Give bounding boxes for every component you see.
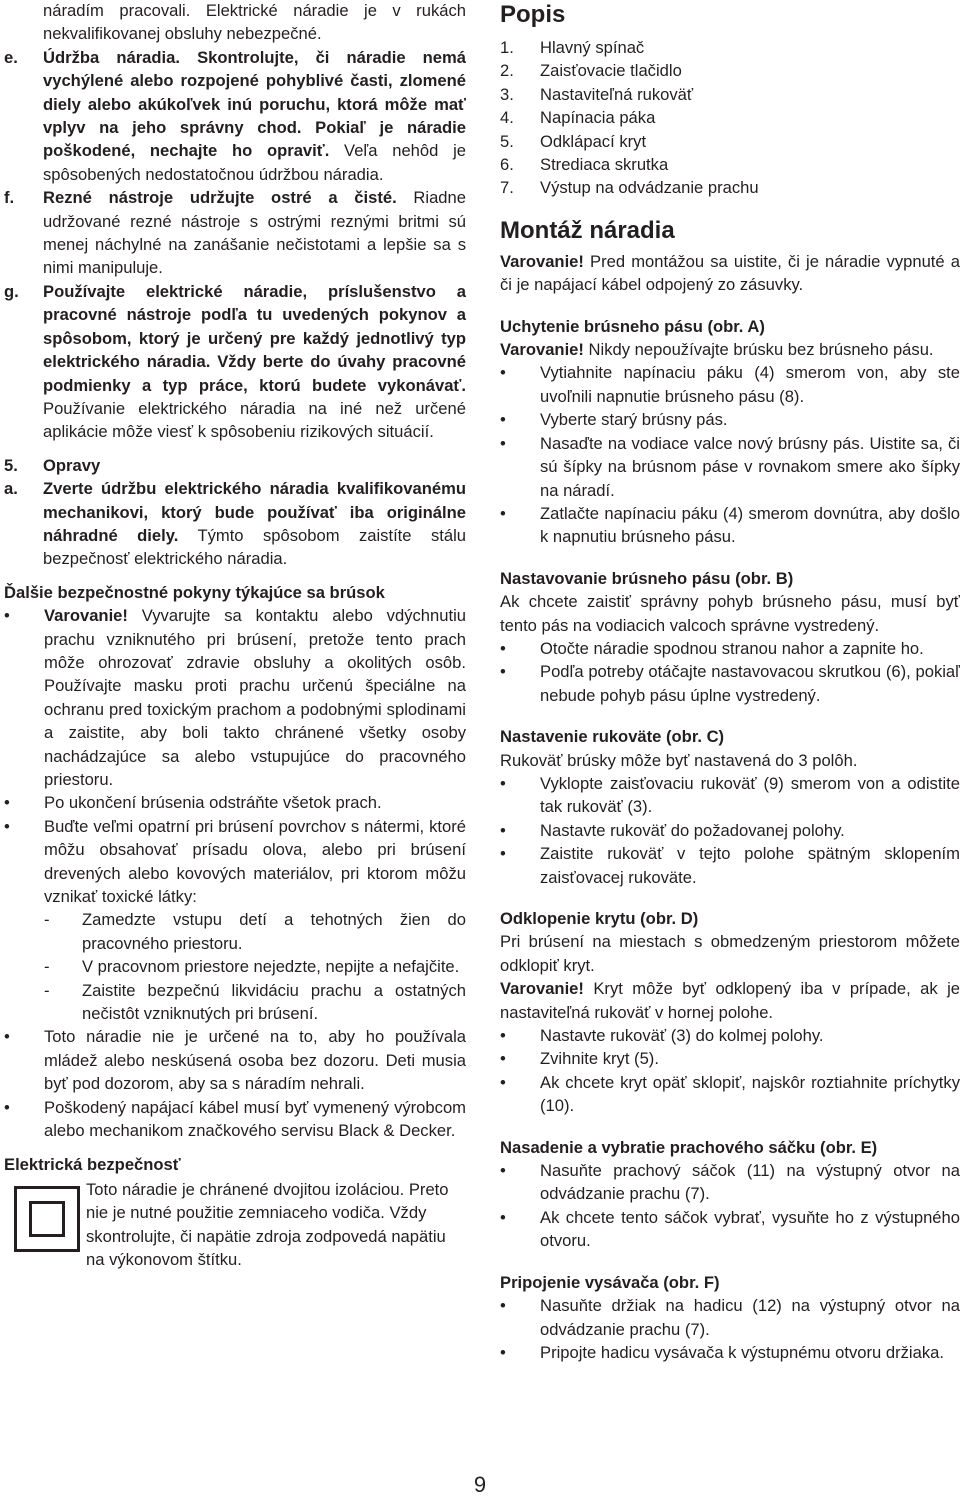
grinder-bullet-1: • Varovanie! Vyvarujte sa kontaktu alebo vdýchnutiu prachu vzniknutého pri brúsení, pretože tento prach môže ohrozovať zdravie obsluhy a okolitých osôb. Používajte masku proti prachu určenú špeciálne na ochranu pred toxickým prachom a podobnými splodinami a zaistite, aby boli takto chránené všetky osoby nachádzajúce sa alebo vstupujúce do pracovného priestoru.: [4, 606, 466, 789]
grinder-bullet-5: • Poškodený napájací kábel musí byť vymenený výrobcom alebo mechanikom značkového servisu Black & Decker.: [4, 1097, 466, 1141]
item-f: f. Rezné nástroje udržujte ostré a čisté. Riadne udržované rezné nástroje s ostrými reznými britmi sú menej náchylné na zanášanie nečistotami a lepšie sa s nimi manipuluje.: [4, 188, 466, 278]
item-a: a. Zverte údržbu elektrického náradia kvalifikovanému mechanikovi, ktorý bude používať iba originálne náhradné diely. Týmto spôsobom zaistíte stálu bezpečnosť elektrického náradia.: [4, 479, 466, 569]
section-bullet: • Ak chcete tento sáčok vybrať, vysuňte ho z výstupného otvoru.: [500, 1207, 960, 1251]
section-heading: Nastavenie rukoväte (obr. C): [500, 727, 725, 747]
electrical-safety-heading: Elektrická bezpečnosť: [4, 1154, 181, 1174]
grinder-bullet-2: • Po ukončení brúsenia odstráňte všetok prach.: [4, 793, 382, 813]
intro-text: náradím pracovali. Elektrické náradie je v rukách nekvalifikovanej obsluhy nebezpečné.: [43, 1, 466, 44]
description-item: 6. Strediaca skrutka: [500, 155, 669, 175]
double-insulation-icon: [4, 1178, 86, 1268]
section-attach-belt: [500, 297, 960, 549]
description-item: 3. Nastaviteľná rukoväť: [500, 84, 694, 104]
item-e: e. Údržba náradia. Skontrolujte, či náradie nemá vychýlené alebo rozpojené pohyblivé časti, zlomené diely alebo akúkoľvek inú poruchu, ktorá môže mať vplyv na jeho správny chod. Pokiaľ je náradie poškodené, nechajte ho opraviť. Veľa nehôd je spôsobených nedostatočnou údržbou náradia.: [4, 47, 466, 184]
section-raise-guard: [500, 889, 960, 1118]
section-bullet: • Nasuňte držiak na hadicu (12) na výstupný otvor na odvádzanie prachu (7).: [500, 1296, 960, 1339]
assembly-sections: [500, 297, 960, 1365]
description-item: 4. Napínacia páka: [500, 108, 656, 128]
assembly-heading: Montáž náradia: [500, 216, 675, 244]
section-intro: Varovanie! Nikdy nepoužívajte brúsku bez brúsneho pásu.: [500, 340, 934, 360]
description-item: 7. Výstup na odvádzanie prachu: [500, 178, 759, 198]
grinder-bullet-4: • Toto náradie nie je určené na to, aby ho používala mládež alebo neskúsená osoba bez dozoru. Deti musia byť pod dozorom, aby sa s náradím nehrali.: [4, 1027, 466, 1094]
section-heading: Odklopenie krytu (obr. D): [500, 909, 699, 928]
section-bullet: • Otočte náradie spodnou stranou nahor a zapnite ho.: [500, 638, 924, 658]
section-bullet: • Nasuňte prachový sáčok (11) na výstupný otvor na odvádzanie prachu (7).: [500, 1161, 960, 1204]
section-intro: Rukoväť brúsky môže byť nastavená do 3 polôh.: [500, 750, 858, 770]
double-insulation-block: [4, 1178, 466, 1272]
description-item: 1. Hlavný spínač: [500, 38, 645, 57]
section-heading: Nasadenie a vybratie prachového sáčku (obr. E): [500, 1137, 878, 1157]
grinder-sub-2: - V pracovnom priestore nejedzte, nepijte a nefajčite.: [44, 957, 460, 977]
description-list: [500, 36, 960, 200]
section-adjust-handle: [500, 707, 960, 889]
section-bullet: • Zatlačte napínaciu páku (4) smerom dovnútra, aby došlo k napnutiu brúsneho pásu.: [500, 503, 960, 547]
left-column: [4, 0, 466, 1272]
section-heading: Nastavovanie brúsneho pásu (obr. B): [500, 568, 794, 588]
description-item: 2. Zaisťovacie tlačidlo: [500, 61, 682, 81]
section-intro: Pri brúsení na miestach s obmedzeným priestorom môžete odklopiť kryt.: [500, 932, 960, 975]
section-bullet: • Vyklopte zaisťovaciu rukoväť (9) smerom von a odistite tak rukoväť (3).: [500, 773, 960, 817]
grinder-sub-1: - Zamedzte vstupu detí a tehotných žien do pracovného priestoru.: [44, 910, 466, 953]
grinder-sub-3: - Zaistite bezpečnú likvidáciu prachu a ostatných nečistôt vzniknutých pri brúsení.: [44, 980, 466, 1024]
section-vacuum: [500, 1253, 960, 1365]
section-repairs-heading: 5. Opravy: [4, 455, 101, 475]
section-bullet: • Nastavte rukoväť do požadovanej polohy.: [500, 820, 845, 840]
section-bullet: • Zvihnite kryt (5).: [500, 1049, 659, 1069]
grinder-bullet-3: • Buďte veľmi opatrní pri brúsení povrchov s nátermi, ktoré môžu obsahovať prísadu olova, alebo pri brúsení drevených alebo kovových materiálov, pri ktorom môžu vznikať toxické látky:: [4, 816, 466, 907]
description-item: 5. Odklápací kryt: [500, 131, 647, 151]
section-bullet: • Ak chcete kryt opäť sklopiť, najskôr roztiahnite príchytky (10).: [500, 1072, 960, 1116]
section-adjust-belt: [500, 549, 960, 707]
section-intro: Ak chcete zaistiť správny pohyb brúsneho pásu, musí byť tento pás na vodiacich valcoch správne vystredený.: [500, 592, 960, 635]
section-bullet: • Nastavte rukoväť (3) do kolmej polohy.: [500, 1026, 824, 1046]
section-bullet: • Zaistite rukoväť v tejto polohe spätným sklopením zaisťovacej rukoväte.: [500, 844, 960, 887]
section-heading: Pripojenie vysávača (obr. F): [500, 1272, 720, 1292]
right-column: [500, 0, 960, 1364]
section-bullet: • Pripojte hadicu vysávača k výstupnému otvoru držiaka.: [500, 1342, 944, 1362]
section-warning: Varovanie! Kryt môže byť odklopený iba v prípade, ak je nastaviteľná rukoväť v hornej polohe.: [500, 979, 960, 1022]
assembly-warning: Varovanie! Pred montážou sa uistite, či je náradie vypnuté a či je napájací kábel odpojený zo zásuvky.: [500, 251, 960, 295]
section-dust-bag: [500, 1118, 960, 1253]
section-heading: Uchytenie brúsneho pásu (obr. A): [500, 316, 765, 336]
item-g: g. Používajte elektrické náradie, príslušenstvo a pracovné nástroje podľa tu uvedených pokynov a spôsobom, ktorý je určený pre každý jednotlivý typ elektrického náradia. Vždy berte do úvahy pracovné podmienky a typ práce, ktorú budete vykonávať. Používanie elektrického náradia na iné než určené aplikácie môže viesť k spôsobeniu rizikových situácií.: [4, 281, 466, 442]
section-bullet: • Vytiahnite napínaciu páku (4) smerom von, aby ste uvoľnili napnutie brúsneho pásu (8).: [500, 363, 960, 406]
grinder-safety-heading: Ďalšie bezpečnostné pokyny týkajúce sa brúsok: [4, 582, 385, 602]
page-number: 9: [473, 1472, 487, 1497]
description-heading: Popis: [500, 1, 566, 28]
section-bullet: • Vyberte starý brúsny pás.: [500, 410, 728, 430]
section-bullet: • Podľa potreby otáčajte nastavovacou skrutkou (6), pokiaľ nebude pohyb pásu úplne vystredený.: [500, 662, 960, 705]
electrical-safety-text: Toto náradie je chránené dvojitou izoláciou. Preto nie je nutné použitie zemniaceho vodiča. Vždy skontrolujte, či napätie zdroja zodpovedá napätiu na výkonovom štítku.: [86, 1179, 449, 1270]
section-bullet: • Nasaďte na vodiace valce nový brúsny pás. Uistite sa, či sú šípky na brúsnom páse v rovnakom smere ako šípky na náradí.: [500, 433, 960, 500]
